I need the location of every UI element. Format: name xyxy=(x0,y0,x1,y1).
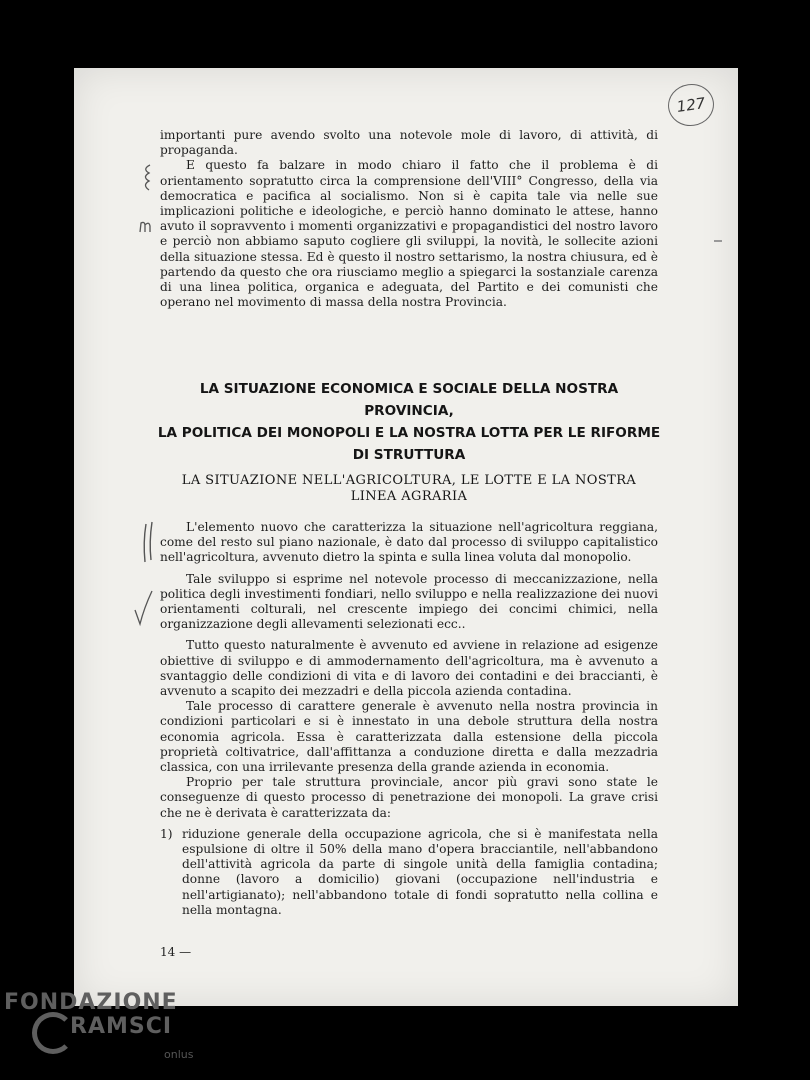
paragraph: L'elemento nuovo che caratterizza la situazione nell'agricoltura reggiana, come del resto sul piano nazionale, è dato dal processo di sviluppo capitalistico nell'agricoltura, avvenuto dietro la spinta e sulla linea voluta dal monopolio. xyxy=(160,520,658,565)
top-text-block xyxy=(160,128,658,310)
handwritten-n-mark xyxy=(138,220,152,234)
paragraph: E questo fa balzare in modo chiaro il fatto che il problema è di orientamento sopratutto circa la comprensione dell'VIII° Congresso, della via democratica e pacifica al socialismo. Non si è capita tale via nelle sue implicazioni politiche e ideologiche, e perciò hanno dominato le attese, hanno avuto il sopravvento i momenti organizzativi e propagandistici del nostro lavoro e perciò non abbiamo saputo cogliere gli sviluppi, la novità, le sollecite azioni della situazione stessa. Ed è questo il nostro settarismo, la nostra chiusura, ed è partendo da questo che ora riusciamo meglio a spiegarci la sostanziale carenza di una linea politica, organica e adeguata, del Partito e dei comunisti che operano nel movimento di massa della nostra Provincia. xyxy=(160,158,658,310)
body-text-block xyxy=(160,520,658,918)
margin-dash-mark xyxy=(714,240,722,242)
watermark-line1: FONDAZIONE xyxy=(4,990,178,1015)
section-title-line: LA SITUAZIONE ECONOMICA E SOCIALE DELLA NOSTRA PROVINCIA, xyxy=(199,381,619,419)
section-title-line: LA POLITICA DEI MONOPOLI E LA NOSTRA LOTTA PER LE RIFORME xyxy=(157,425,661,441)
paragraph: Proprio per tale struttura provinciale, ancor più gravi sono state le conseguenze di questo processo di penetrazione dei monopoli. La grave crisi che ne è derivata è caratterizzata da: xyxy=(160,775,658,820)
watermark-line2: RAMSCI xyxy=(70,1014,173,1039)
subsection-title-line: LA SITUAZIONE NELL'AGRICOLTURA, LE LOTTE E LA NOSTRA xyxy=(181,473,637,488)
subsection-title-line: LINEA AGRARIA xyxy=(350,489,468,504)
watermark-g-ring-icon xyxy=(32,1012,74,1054)
section-title xyxy=(154,378,664,466)
handwritten-check-mark xyxy=(132,588,154,628)
document-page xyxy=(74,68,738,1006)
paragraph: Tale processo di carattere generale è avvenuto nella nostra provincia in condizioni particolari e si è innestato in una debole struttura della nostra economia agricola. Essa è caratterizzata dalla estensione della piccola proprietà coltivatrice, dall'affittanza a conduzione diretta e dalla mezzadria classica, con una irrilevante presenza della grande azienda in economia. xyxy=(160,699,658,775)
archive-number-stamp: 127 xyxy=(665,81,716,129)
list-item-number: 1) xyxy=(160,826,173,841)
subsection-title xyxy=(154,473,664,505)
list-item-text: riduzione generale della occupazione agricola, che si è manifestata nella espulsione di oltre il 50% della mano d'opera bracciantile, nell'abbandono dell'attività agricola da parte di singole unità della famiglia contadina; donne (lavoro a domicilio) giovani (occupazione nell'industria e nell'artigianato); nell'abbandono totale di fondi sopratutto nella collina e nella montagna. xyxy=(182,826,658,917)
fondazione-gramsci-watermark xyxy=(4,990,224,1070)
paragraph: Tutto questo naturalmente è avvenuto ed avviene in relazione ad esigenze obiettive di sviluppo e di ammodernamento dell'agricoltura, ma è avvenuto a svantaggio delle condizioni di vita e di lavoro dei contadini e dei braccianti, è avvenuto a scapito dei mezzadri e della piccola azienda contadina. xyxy=(160,638,658,699)
list-item xyxy=(160,827,658,918)
paragraph: importanti pure avendo svolto una notevole mole di lavoro, di attività, di propaganda. xyxy=(160,128,658,158)
section-title-line: DI STRUTTURA xyxy=(352,447,466,463)
handwritten-squiggle-mark xyxy=(140,163,154,193)
watermark-small: onlus xyxy=(164,1048,194,1061)
paragraph: Tale sviluppo si esprime nel notevole processo di meccanizzazione, nella politica degli investimenti fondiari, nello sviluppo e nella realizzazione dei nuovi orientamenti colturali, nel crescente impiego dei concimi chimici, nella organizzazione degli allevamenti selezionati ecc.. xyxy=(160,571,658,632)
page-number: 14 — xyxy=(160,945,192,959)
handwritten-double-bar-mark xyxy=(140,520,156,566)
